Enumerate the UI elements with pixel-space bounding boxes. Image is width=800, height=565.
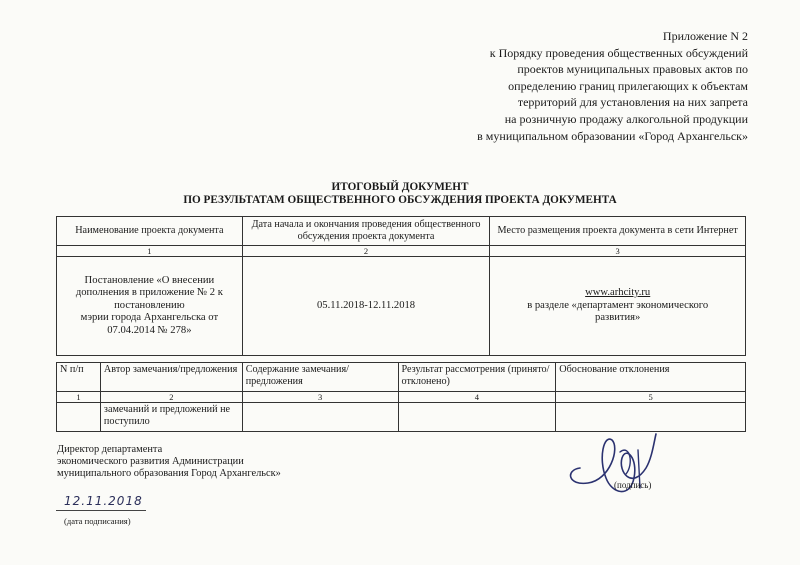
column-header: N п/п [57, 363, 101, 392]
column-number: 2 [100, 392, 242, 403]
date-caption: (дата подписания) [64, 516, 131, 526]
column-header: Содержание замечания/предложения [242, 363, 398, 392]
handwritten-date: 12.11.2018 [64, 494, 143, 508]
column-number-row [57, 246, 746, 257]
publication-place-cell [490, 257, 746, 356]
table-cell: замечаний и предложений не поступило [100, 403, 242, 432]
column-header: Автор замечания/предложения [100, 363, 242, 392]
appendix-line: территорий для установления на них запрета [517, 95, 748, 110]
table-cell [57, 403, 101, 432]
project-name-cell [57, 257, 243, 356]
column-number-row [57, 392, 746, 403]
site-description-line: развития» [595, 312, 641, 324]
signatory-line: Директор департамента [57, 444, 163, 455]
signature-caption: (подпись) [614, 480, 652, 490]
project-name-line: дополнения в приложение № 2 к [75, 287, 223, 299]
site-link[interactable]: www.arhcity.ru [585, 287, 651, 299]
appendix-line: определению границ прилегающих к объектам [508, 78, 748, 93]
signatory-line: муниципального образования Город Архангельск» [57, 468, 281, 479]
column-number: 5 [556, 392, 746, 403]
site-description-line: в разделе «департамент экономического [527, 299, 709, 311]
table-cell [242, 403, 398, 432]
appendix-header [477, 28, 748, 144]
project-name-line: мэрии города Архангельска от [80, 312, 219, 324]
column-header: Наименование проекта документа [57, 217, 243, 246]
comments-table [56, 362, 746, 432]
table-row [57, 257, 746, 356]
column-header: Результат рассмотрения (принято/отклонено) [398, 363, 556, 392]
column-number: 2 [242, 246, 490, 257]
column-number: 4 [398, 392, 556, 403]
handwritten-signature [560, 428, 670, 508]
signatory-line: экономического развития Администрации [57, 456, 244, 467]
column-header: Дата начала и окончания проведения общественного обсуждения проекта документа [242, 217, 490, 246]
document-title: ИТОГОВЫЙ ДОКУМЕНТ [331, 181, 469, 193]
column-number: 3 [490, 246, 746, 257]
document-subtitle: ПО РЕЗУЛЬТАТАМ ОБЩЕСТВЕННОГО ОБСУЖДЕНИЯ ПРОЕКТА ДОКУМЕНТА [183, 194, 617, 206]
project-name-line: Постановление «О внесении [84, 274, 215, 286]
project-table [56, 216, 746, 356]
table-header-row [57, 217, 746, 246]
appendix-line: проектов муниципальных правовых актов по [517, 62, 748, 77]
date-underline [56, 510, 146, 511]
column-number: 1 [57, 392, 101, 403]
column-number: 3 [242, 392, 398, 403]
signatory-block [57, 444, 281, 480]
column-header: Обоснование отклонения [556, 363, 746, 392]
column-header: Место размещения проекта документа в сети Интернет [490, 217, 746, 246]
table-header-row [57, 363, 746, 392]
table-cell [398, 403, 556, 432]
project-name-line: постановлению [114, 299, 185, 311]
appendix-line: на розничную продажу алкогольной продукции [504, 111, 748, 126]
project-name-line: 07.04.2014 № 278» [107, 324, 192, 336]
appendix-line: к Порядку проведения общественных обсуждений [489, 45, 748, 60]
appendix-line: в муниципальном образовании «Город Архангельск» [477, 128, 748, 143]
column-number: 1 [57, 246, 243, 257]
appendix-line: Приложение N 2 [662, 29, 748, 43]
discussion-dates-cell: 05.11.2018-12.11.2018 [242, 257, 490, 356]
